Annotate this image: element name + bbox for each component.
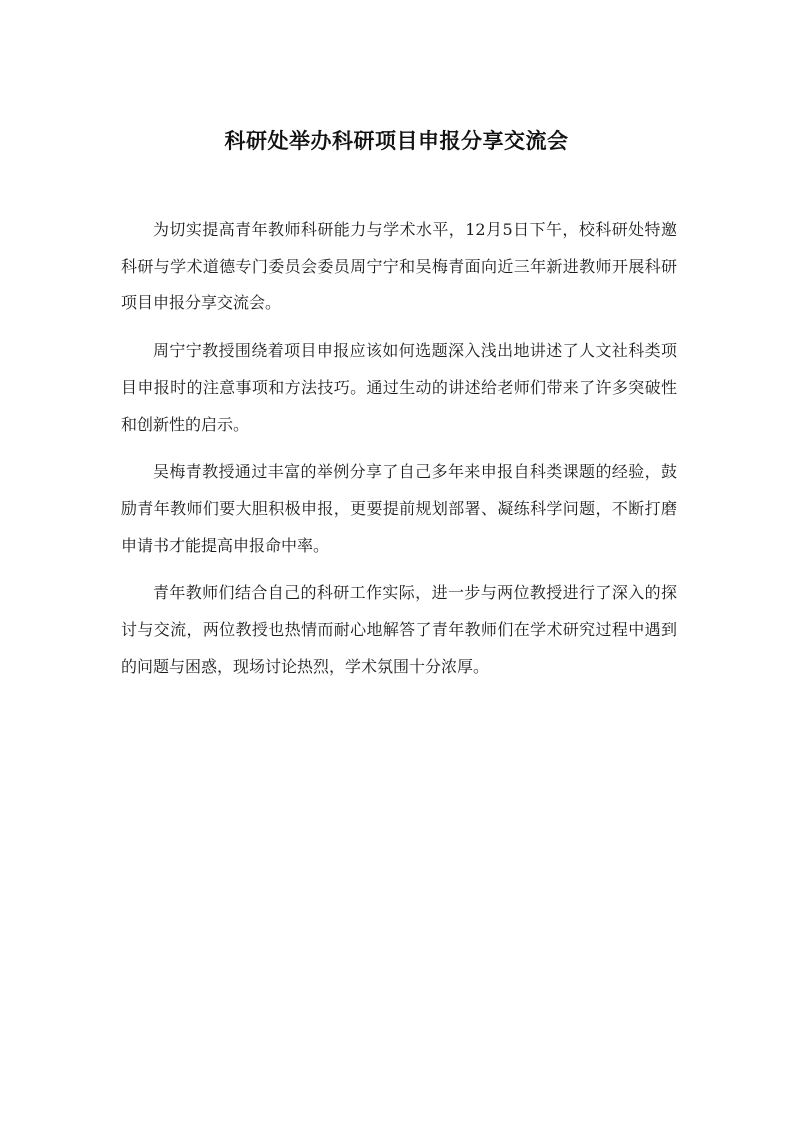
paragraph: 为切实提高青年教师科研能力与学术水平，12月5日下午，校科研处特邀科研与学术道德专门委员会委员周宁宁和吴梅青面向近三年新进教师开展科研项目申报分享交流会。 bbox=[121, 220, 677, 313]
document-title: 科研处举办科研项目申报分享交流会 bbox=[224, 128, 569, 153]
paragraph: 周宁宁教授围绕着项目申报应该如何选题深入浅出地讲述了人文社科类项目申报时的注意事项和方法技巧。通过生动的讲述给老师们带来了许多突破性和创新性的启示。 bbox=[121, 341, 677, 434]
paragraph: 吴梅青教授通过丰富的举例分享了自己多年来申报自科类课题的经验，鼓励青年教师们要大胆积极申报，更要提前规划部署、凝练科学问题，不断打磨申请书才能提高申报命中率。 bbox=[121, 462, 677, 555]
document-body bbox=[121, 212, 677, 696]
paragraph: 青年教师们结合自己的科研工作实际，进一步与两位教授进行了深入的探讨与交流，两位教授也热情而耐心地解答了青年教师们在学术研究过程中遇到的问题与困惑，现场讨论热烈，学术氛围十分浓厚。 bbox=[121, 583, 677, 676]
